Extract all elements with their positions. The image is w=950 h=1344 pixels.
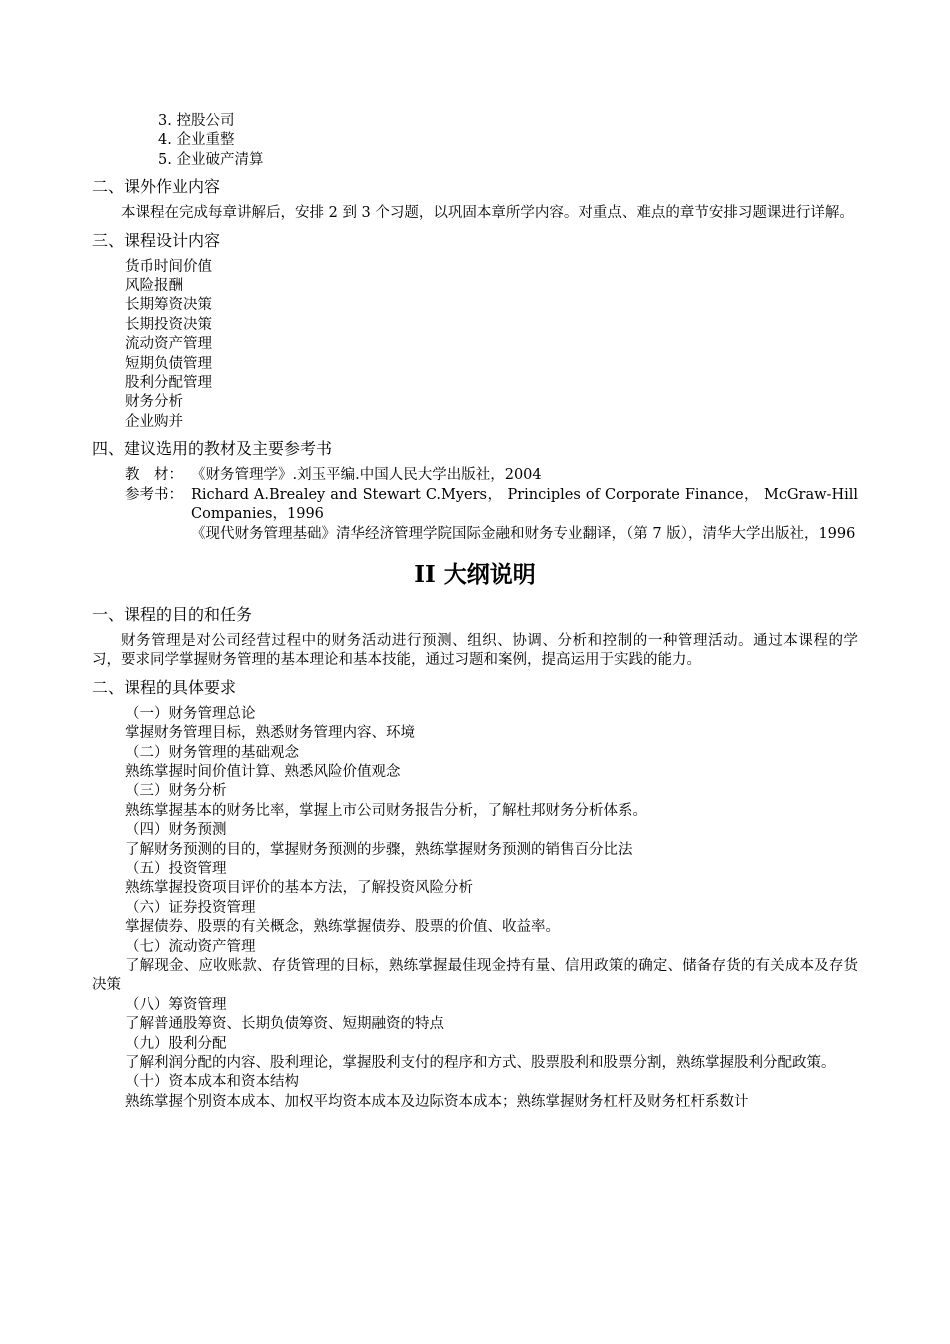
reference-label: 参考书：	[125, 486, 183, 503]
purpose-heading: 一、课程的目的和任务	[92, 604, 253, 624]
reference-entry: 《现代财务管理基础》清华经济管理学院国际金融和财务专业翻译，（第 7 版），清华大学出版社，1996	[191, 525, 856, 542]
topic-title: （二）财务管理的基础观念	[125, 744, 299, 761]
document-page	[92, 112, 858, 1112]
topic-desc: 熟练掌握个别资本成本、加权平均资本成本及边际资本成本；熟练掌握财务杠杆及财务杠杆系数计	[125, 1093, 749, 1110]
purpose-text: 财务管理是对公司经营过程中的财务活动进行预测、组织、协调、分析和控制的一种管理活动。通过本课程的学习，要求同学掌握财务管理的基本理论和基本技能，通过习题和案例，提高运用于实践的能力。	[92, 632, 858, 669]
homework-heading: 二、课外作业内容	[92, 177, 221, 197]
outline-title: II 大纲说明	[414, 560, 536, 588]
requirements-heading: 二、课程的具体要求	[92, 677, 237, 697]
topic-title: （三）财务分析	[125, 783, 227, 800]
topic-desc: 了解财务预测的目的，掌握财务预测的步骤，熟练掌握财务预测的销售百分比法	[125, 841, 633, 858]
list-item: 财务分析	[125, 394, 183, 411]
topic-title: （五）投资管理	[125, 860, 227, 877]
topic-desc: 掌握财务管理目标，熟悉财务管理内容、环境	[125, 725, 415, 742]
requirements-list	[92, 705, 858, 1113]
topic-title: （十）资本成本和资本结构	[125, 1074, 299, 1091]
topic-title: （九）股利分配	[125, 1035, 227, 1052]
topic-desc: 了解利润分配的内容、股利理论，掌握股利支付的程序和方式、股票股利和股票分割，熟练掌握股利分配政策。	[125, 1055, 836, 1072]
topic-title: （八）筹资管理	[125, 996, 227, 1013]
topic-title: （四）财务预测	[125, 822, 227, 839]
chapter-tail-list	[92, 112, 858, 170]
topic-title: （六）证券投资管理	[125, 899, 256, 916]
topic-title: （七）流动资产管理	[125, 938, 256, 955]
course-design-list	[92, 258, 858, 433]
homework-text: 本课程在完成每章讲解后，安排 2 到 3 个习题，以巩固本章所学内容。对重点、难点的章节安排习题课进行详解。	[121, 205, 854, 222]
list-item: 流动资产管理	[125, 336, 212, 353]
topic-desc: 熟练掌握投资项目评价的基本方法，了解投资风险分析	[125, 880, 473, 897]
list-item: 股利分配管理	[125, 375, 212, 392]
topic-title: （一）财务管理总论	[125, 705, 256, 722]
course-design-heading: 三、课程设计内容	[92, 230, 221, 250]
textbook-row	[92, 466, 858, 485]
list-item: 货币时间价值	[125, 258, 212, 275]
reference-entry: Richard A.Brealey and Stewart C.Myers， Principles of Corporate Finance， McGraw-Hill Companies，1996	[191, 486, 858, 523]
textbooks-heading: 四、建议选用的教材及主要参考书	[92, 439, 333, 459]
topic-desc: 了解普通股筹资、长期负债筹资、短期融资的特点	[125, 1016, 444, 1033]
list-item: 风险报酬	[125, 278, 183, 295]
list-item: 长期投资决策	[125, 316, 212, 333]
topic-desc: 掌握债券、股票的有关概念，熟练掌握债券、股票的价值、收益率。	[125, 919, 560, 936]
textbook-entry: 《财务管理学》.刘玉平编.中国人民大学出版社，2004	[191, 467, 542, 484]
list-item: 企业购并	[125, 413, 183, 430]
list-item: 长期筹资决策	[125, 297, 212, 314]
topic-desc: 熟练掌握基本的财务比率，掌握上市公司财务报告分析，了解杜邦财务分析体系。	[125, 802, 647, 819]
list-item: 4. 企业重整	[158, 132, 235, 149]
reference-row	[92, 486, 858, 525]
list-item: 3. 控股公司	[158, 113, 235, 129]
textbook-label: 教 材：	[125, 467, 183, 484]
topic-desc: 熟练掌握时间价值计算、熟悉风险价值观念	[125, 763, 401, 780]
list-item: 5. 企业破产清算	[158, 151, 264, 168]
list-item: 短期负债管理	[125, 355, 212, 372]
topic-desc: 了解现金、应收账款、存货管理的目标，熟练掌握最佳现金持有量、信用政策的确定、储备存货的有关成本及存货决策	[92, 958, 858, 994]
